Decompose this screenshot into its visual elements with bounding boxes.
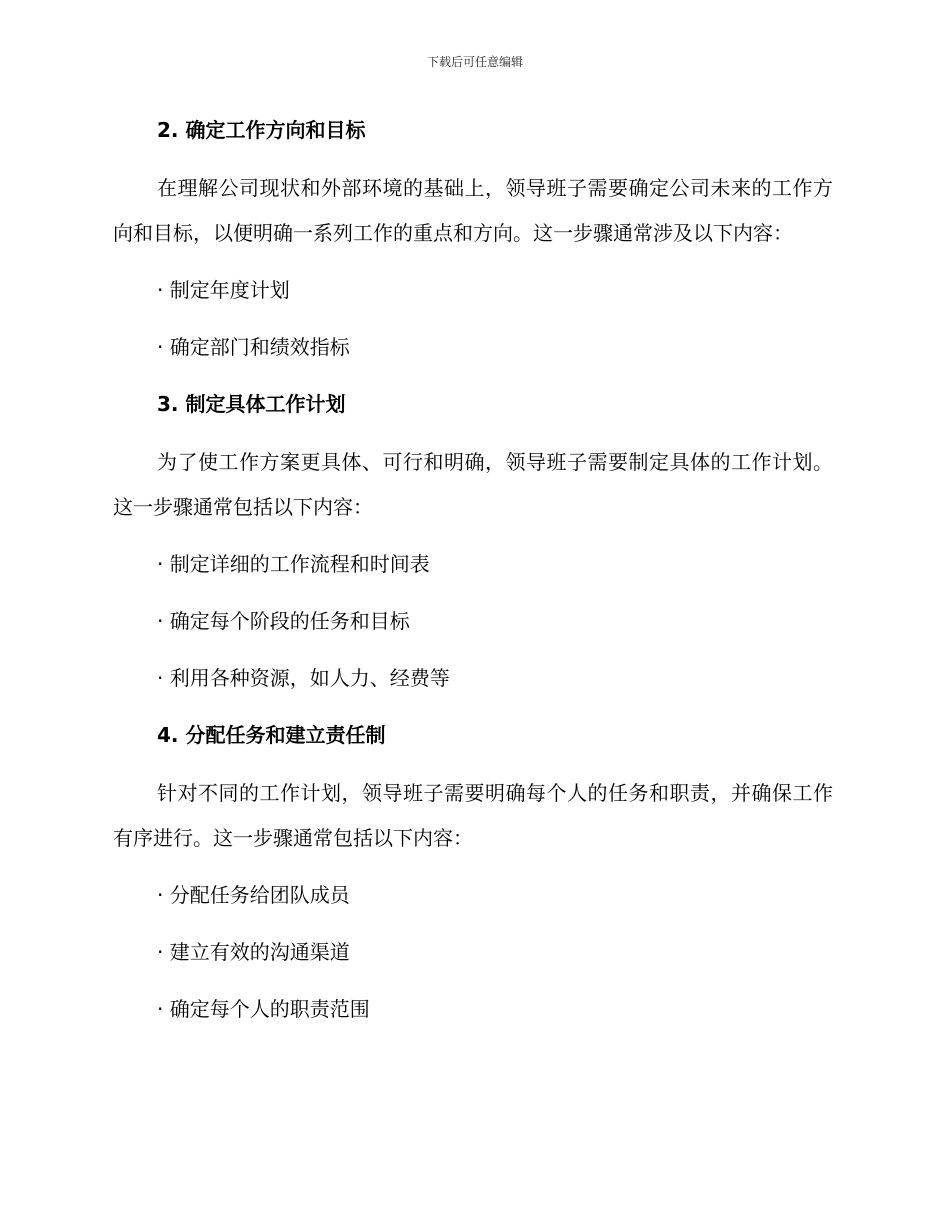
bullet-item: · 确定每个人的职责范围 <box>157 997 370 1021</box>
section-heading: 3. 制定具体工作计划 <box>157 392 346 416</box>
section-4 <box>113 713 833 1031</box>
document-body <box>113 108 833 1044</box>
bullet-item: · 确定每个阶段的任务和目标 <box>157 609 410 633</box>
section-3 <box>113 382 833 700</box>
bullet-item: · 确定部门和绩效指标 <box>157 335 350 359</box>
paragraph: 在理解公司现状和外部环境的基础上，领导班子需要确定公司未来的工作方向和目标，以便明确一系列工作的重点和方向。这一步骤通常涉及以下内容： <box>113 176 833 245</box>
bullet-item: · 建立有效的沟通渠道 <box>157 940 350 964</box>
paragraph: 针对不同的工作计划，领导班子需要明确每个人的任务和职责，并确保工作有序进行。这一步骤通常包括以下内容： <box>113 781 833 850</box>
header-note: 下载后可任意编辑 <box>426 55 523 69</box>
bullet-item: · 利用各种资源，如人力、经费等 <box>157 666 450 690</box>
section-2 <box>113 108 833 369</box>
bullet-item: · 制定详细的工作流程和时间表 <box>157 552 430 576</box>
bullet-item: · 分配任务给团队成员 <box>157 883 350 907</box>
section-heading: 4. 分配任务和建立责任制 <box>157 723 386 747</box>
paragraph: 为了使工作方案更具体、可行和明确，领导班子需要制定具体的工作计划。这一步骤通常包括以下内容： <box>113 450 833 519</box>
bullet-item: · 制定年度计划 <box>157 278 290 302</box>
section-heading: 2. 确定工作方向和目标 <box>157 118 366 142</box>
